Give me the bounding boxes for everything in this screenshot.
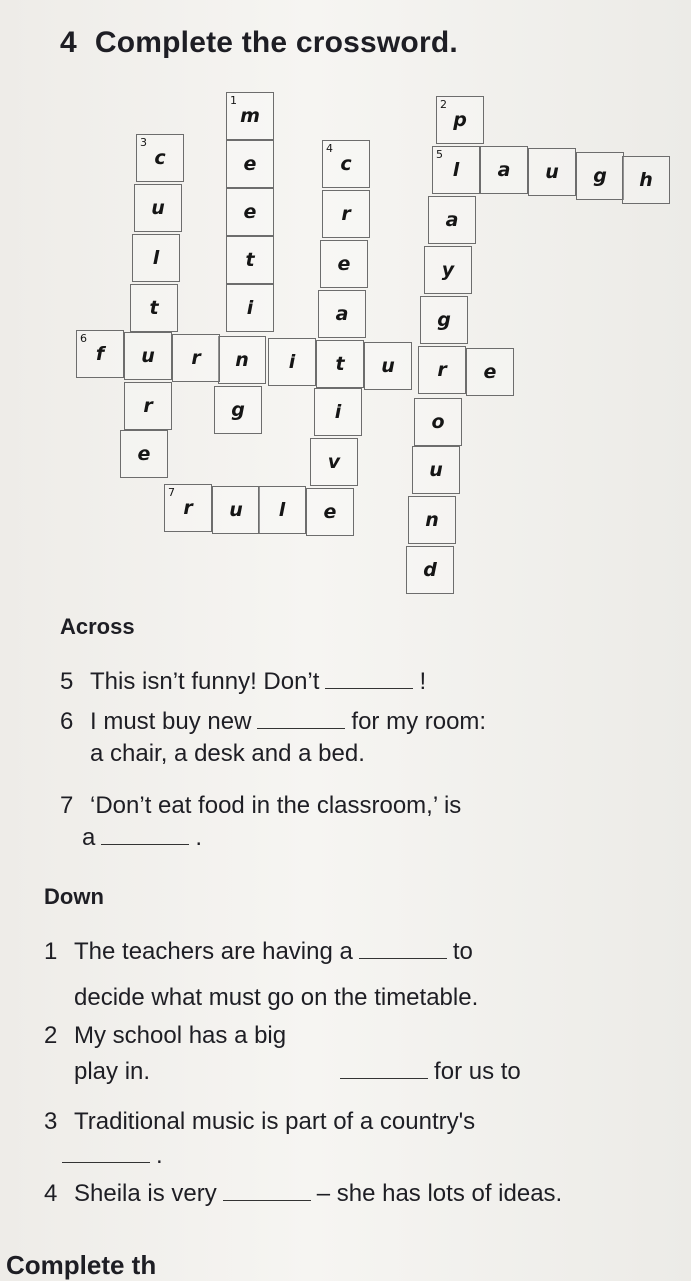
down-clue-4: 4 Sheila is very – she has lots of ideas. [44,1180,563,1207]
cell-5-across-l[interactable]: 5 l [432,146,480,194]
cell-3-down-e[interactable]: e [120,430,168,478]
cell-2-down-p[interactable]: 2 p [436,96,484,144]
answer-blank[interactable] [325,670,413,689]
down-clue-3: 3 Traditional music is part of a country's [44,1108,476,1135]
cell-1-down-i[interactable]: i [226,284,274,332]
cell-1-down-n[interactable]: n [218,336,266,384]
cell-4-down-r[interactable]: r [322,190,370,238]
down-clue-3-line2: . [56,1140,656,1172]
down-clue-1: 1 The teachers are having a to [44,938,473,965]
cell-1-down-e[interactable]: e [226,140,274,188]
down-clue-2: 2 My school has a big [44,1022,287,1049]
across-clue-7: 7 ‘Don’t eat food in the classroom,’ is [60,792,462,819]
across-title: Across [60,614,135,639]
cell-3-down-u[interactable]: u [134,184,182,232]
cell-1-down-g[interactable]: g [214,386,262,434]
down-title: Down [44,884,104,909]
down-clue-1-line2: decide what must go on the timetable. [74,984,479,1011]
answer-blank[interactable] [101,826,189,845]
cell-4-down-e2[interactable]: e [306,488,354,536]
cell-6-across-t[interactable]: t [316,340,364,388]
answer-blank[interactable] [359,940,447,959]
cell-6-across-r[interactable]: r [172,334,220,382]
cell-6-across-u2[interactable]: u [364,342,412,390]
cell-5-across-h[interactable]: h [622,156,670,204]
answer-blank[interactable] [62,1144,150,1163]
cell-4-down-e[interactable]: e [320,240,368,288]
cell-4-down-v[interactable]: v [310,438,358,486]
cell-3-down-c[interactable]: 3 c [136,134,184,182]
cell-6-across-i[interactable]: i [268,338,316,386]
cell-6-across-u[interactable]: u [124,332,172,380]
cell-1-down-t[interactable]: t [226,236,274,284]
cell-2-down-o[interactable]: o [414,398,462,446]
exercise-title: Complete the crossword. [94,26,458,59]
cell-7-across-u[interactable]: u [212,486,260,534]
cell-2-down-y[interactable]: y [424,246,472,294]
cell-3-down-l[interactable]: l [132,234,180,282]
cell-2-down-d[interactable]: d [406,546,454,594]
cell-6-across-f[interactable]: 6 f [76,330,124,378]
cell-6-across-e[interactable]: e [466,348,514,396]
answer-blank[interactable] [340,1060,428,1079]
across-clue-5: 5 This isn’t funny! Don’t ! [60,668,427,695]
across-clue-6-line2: a chair, a desk and a bed. [90,740,365,767]
down-clue-2-line2: play in. for us to [74,1058,521,1085]
cell-4-down-c[interactable]: 4 c [322,140,370,188]
cell-1-down-e2[interactable]: e [226,188,274,236]
exercise-number: 4 [60,26,77,59]
cell-5-across-a[interactable]: a [480,146,528,194]
cell-5-across-g[interactable]: g [576,152,624,200]
answer-blank[interactable] [223,1182,311,1201]
cell-7-across-l[interactable]: l [258,486,306,534]
exercise-heading [60,26,458,60]
cell-2-down-g[interactable]: g [420,296,468,344]
cell-2-down-n[interactable]: n [408,496,456,544]
cell-5-across-u[interactable]: u [528,148,576,196]
cell-2-down-a[interactable]: a [428,196,476,244]
answer-blank[interactable] [257,710,345,729]
cell-3-down-r[interactable]: r [124,382,172,430]
cell-2-down-r[interactable]: r [418,346,466,394]
cell-7-across-r[interactable]: 7 r [164,484,212,532]
cell-2-down-u[interactable]: u [412,446,460,494]
cell-1-down-m[interactable]: 1 m [226,92,274,140]
next-exercise-heading: Complete th [6,1250,157,1280]
cell-3-down-t[interactable]: t [130,284,178,332]
cell-4-down-i[interactable]: i [314,388,362,436]
across-clue-6: 6 I must buy new for my room: [60,708,487,735]
across-clue-7-line2: a . [82,824,203,851]
cell-4-down-a[interactable]: a [318,290,366,338]
